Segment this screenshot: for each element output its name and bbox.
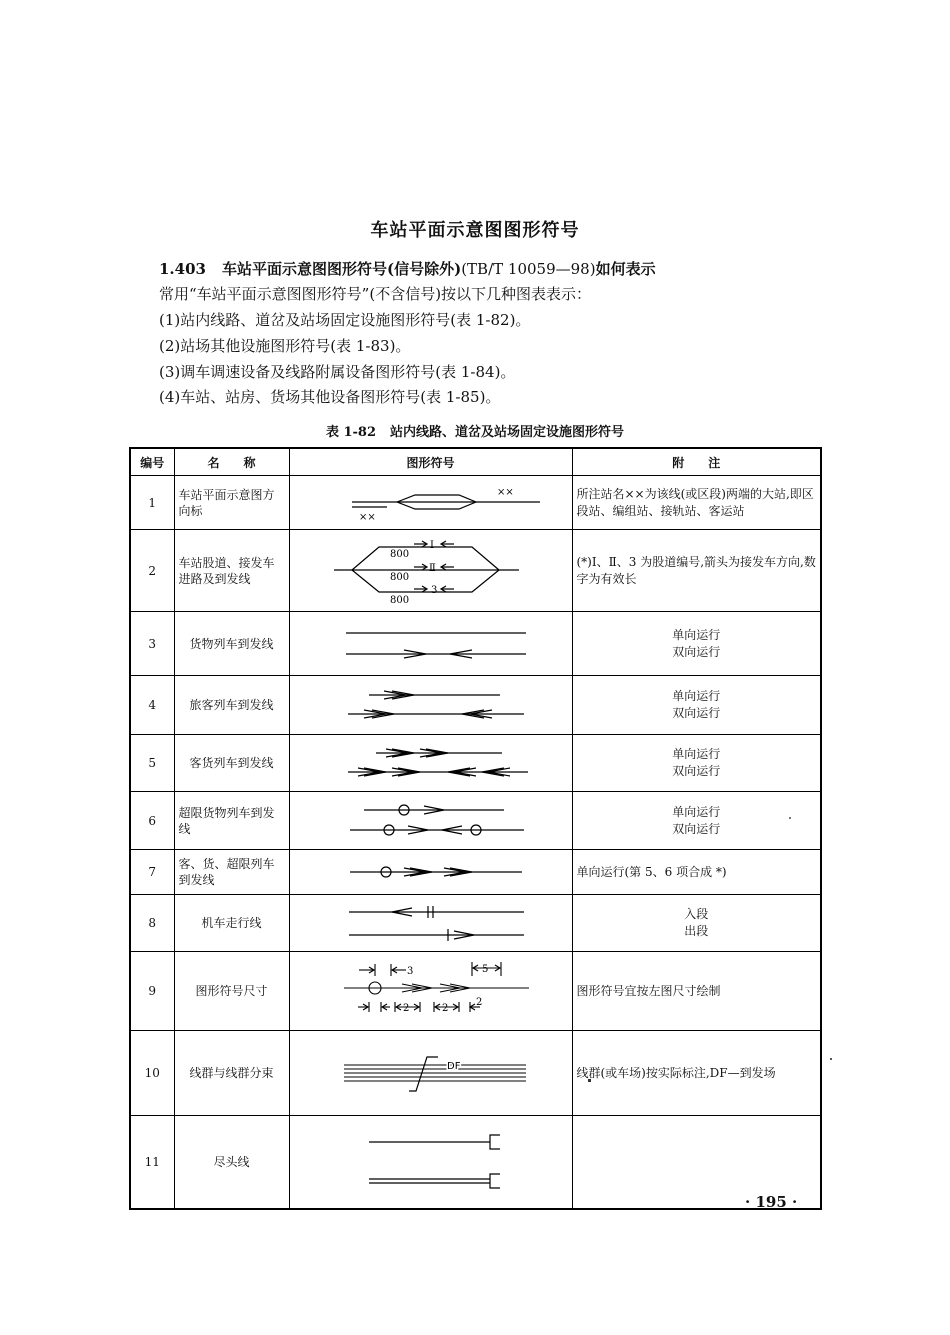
paragraph-intro: 常用“车站平面示意图图形符号”(不含信号)按以下几种图表表示： xyxy=(159,285,592,303)
note-line: 单向运行 xyxy=(672,689,721,703)
note-line: 出段 xyxy=(684,924,709,938)
row-name: 车站股道、接发车进路及到发线 xyxy=(174,530,289,612)
row-no: 10 xyxy=(130,1031,174,1116)
paragraph-item-1: (1)站内线路、道岔及站场固定设施图形符号(表 1-82)。 xyxy=(159,311,531,329)
dimension-label: 2 xyxy=(402,1003,409,1014)
table-row xyxy=(130,792,821,850)
table-row xyxy=(130,676,821,735)
table-row xyxy=(130,895,821,952)
row-note xyxy=(572,612,821,676)
scan-speck xyxy=(830,1058,832,1060)
row-name: 线群与线群分束 xyxy=(174,1031,289,1116)
length-label: 800 xyxy=(389,595,409,606)
row-no: 5 xyxy=(130,735,174,792)
passenger-line-symbol xyxy=(294,676,577,734)
depot-label: DF xyxy=(446,1061,460,1072)
row-symbol xyxy=(289,792,572,850)
row-name: 图形符号尺寸 xyxy=(174,952,289,1031)
question-title-end: 如何表示 xyxy=(595,260,656,278)
row-no: 8 xyxy=(130,895,174,952)
row-symbol xyxy=(289,735,572,792)
note-line: 单向运行 xyxy=(672,747,721,761)
note-line: 双向运行 xyxy=(672,764,721,778)
row-symbol xyxy=(289,676,572,735)
dimension-label: 2 xyxy=(475,997,482,1008)
mixed-line-symbol xyxy=(294,735,577,791)
note-line: 双向运行 xyxy=(672,644,721,659)
table-header-row xyxy=(130,448,821,476)
station-label-east: ×× xyxy=(496,487,514,498)
row-symbol xyxy=(289,1116,572,1210)
track-number-label: Ⅰ xyxy=(429,540,434,551)
row-symbol xyxy=(289,895,572,952)
track-group-symbol xyxy=(294,1031,577,1115)
row-name: 机车走行线 xyxy=(174,895,289,952)
table-caption xyxy=(0,421,950,440)
row-note xyxy=(572,676,821,735)
dimension-label: 3 xyxy=(406,966,413,977)
row-name: 客货列车到发线 xyxy=(174,735,289,792)
header-name: 名 称 xyxy=(174,448,289,476)
direction-marker-symbol xyxy=(294,476,577,529)
out-of-gauge-line-symbol xyxy=(294,792,577,849)
row-no: 7 xyxy=(130,850,174,895)
row-symbol xyxy=(289,952,572,1031)
freight-line-symbol xyxy=(294,612,577,675)
note-line: 单向运行 xyxy=(672,627,721,642)
row-note: 线群(或车场)按实际标注,DF—到发场 xyxy=(572,1031,821,1116)
section-title: 车站平面示意图图形符号 xyxy=(370,220,580,241)
row-name: 客、货、超限列车到发线 xyxy=(174,850,289,895)
header-note: 附 注 xyxy=(572,448,821,476)
symbol-table xyxy=(129,447,822,1210)
row-note xyxy=(572,735,821,792)
scan-speck xyxy=(789,817,791,819)
row-name: 尽头线 xyxy=(174,1116,289,1210)
question-heading xyxy=(159,258,656,279)
station-label-west: ×× xyxy=(358,512,376,523)
table-row xyxy=(130,735,821,792)
note-line: 双向运行 xyxy=(672,821,721,836)
combined-line-symbol xyxy=(294,850,577,894)
row-symbol xyxy=(289,612,572,676)
table-row xyxy=(130,476,821,530)
dead-end-line-symbol xyxy=(294,1116,577,1208)
track-number-label: 3 xyxy=(430,585,437,596)
note-line: 单向运行 xyxy=(672,804,721,819)
length-label: 800 xyxy=(389,572,409,583)
row-note xyxy=(572,792,821,850)
row-no: 9 xyxy=(130,952,174,1031)
row-no: 11 xyxy=(130,1116,174,1210)
row-symbol xyxy=(289,850,572,895)
row-no: 3 xyxy=(130,612,174,676)
scan-speck xyxy=(588,1079,591,1082)
table-row xyxy=(130,612,821,676)
dimension-label: 2 xyxy=(441,1003,448,1014)
paragraph-item-3: (3)调车调速设备及线路附属设备图形符号(表 1-84)。 xyxy=(159,363,516,381)
note-line: 入段 xyxy=(684,907,709,921)
row-no: 1 xyxy=(130,476,174,530)
length-label: 800 xyxy=(389,549,409,560)
table-caption-number: 表 1-82 xyxy=(325,425,377,440)
question-title: 车站平面示意图图形符号(信号除外) xyxy=(221,260,462,278)
table-row xyxy=(130,530,821,612)
table-row xyxy=(130,952,821,1031)
paragraph-item-2: (2)站场其他设施图形符号(表 1-83)。 xyxy=(159,337,411,355)
table-row xyxy=(130,1031,821,1116)
row-no: 2 xyxy=(130,530,174,612)
row-symbol xyxy=(289,530,572,612)
row-note: 单向运行(第 5、6 项合成 *) xyxy=(572,850,821,895)
note-line: 双向运行 xyxy=(672,706,721,720)
row-symbol xyxy=(289,1031,572,1116)
track-number-label: Ⅱ xyxy=(428,563,436,574)
page-number: · 195 · xyxy=(745,1193,798,1211)
row-note: 所注站名××为该线(或区段)两端的大站,即区段站、编组站、接轨站、客运站 xyxy=(572,476,821,530)
table-row xyxy=(130,1116,821,1210)
locomotive-line-symbol xyxy=(294,895,577,951)
row-note: 图形符号宜按左图尺寸绘制 xyxy=(572,952,821,1031)
dimension-label: 5 xyxy=(481,964,488,975)
question-standard: (TB/T 10059—98) xyxy=(461,260,596,278)
row-no: 6 xyxy=(130,792,174,850)
row-name: 车站平面示意图方向标 xyxy=(174,476,289,530)
table-caption-title: 站内线路、道岔及站场固定设施图形符号 xyxy=(390,425,625,440)
station-track-symbol xyxy=(294,530,577,611)
row-note: (*)Ⅰ、Ⅱ、3 为股道编号,箭头为接发车方向,数字为有效长 xyxy=(572,530,821,612)
symbol-dimension-diagram xyxy=(294,952,577,1030)
header-no: 编号 xyxy=(130,448,174,476)
row-name: 货物列车到发线 xyxy=(174,612,289,676)
header-symbol: 图形符号 xyxy=(289,448,572,476)
question-number: 1.403 xyxy=(159,260,206,278)
table-row xyxy=(130,850,821,895)
row-note xyxy=(572,895,821,952)
row-no: 4 xyxy=(130,676,174,735)
row-name: 旅客列车到发线 xyxy=(174,676,289,735)
row-name: 超限货物列车到发线 xyxy=(174,792,289,850)
row-symbol xyxy=(289,476,572,530)
paragraph-item-4: (4)车站、站房、货场其他设备图形符号(表 1-85)。 xyxy=(159,388,501,406)
